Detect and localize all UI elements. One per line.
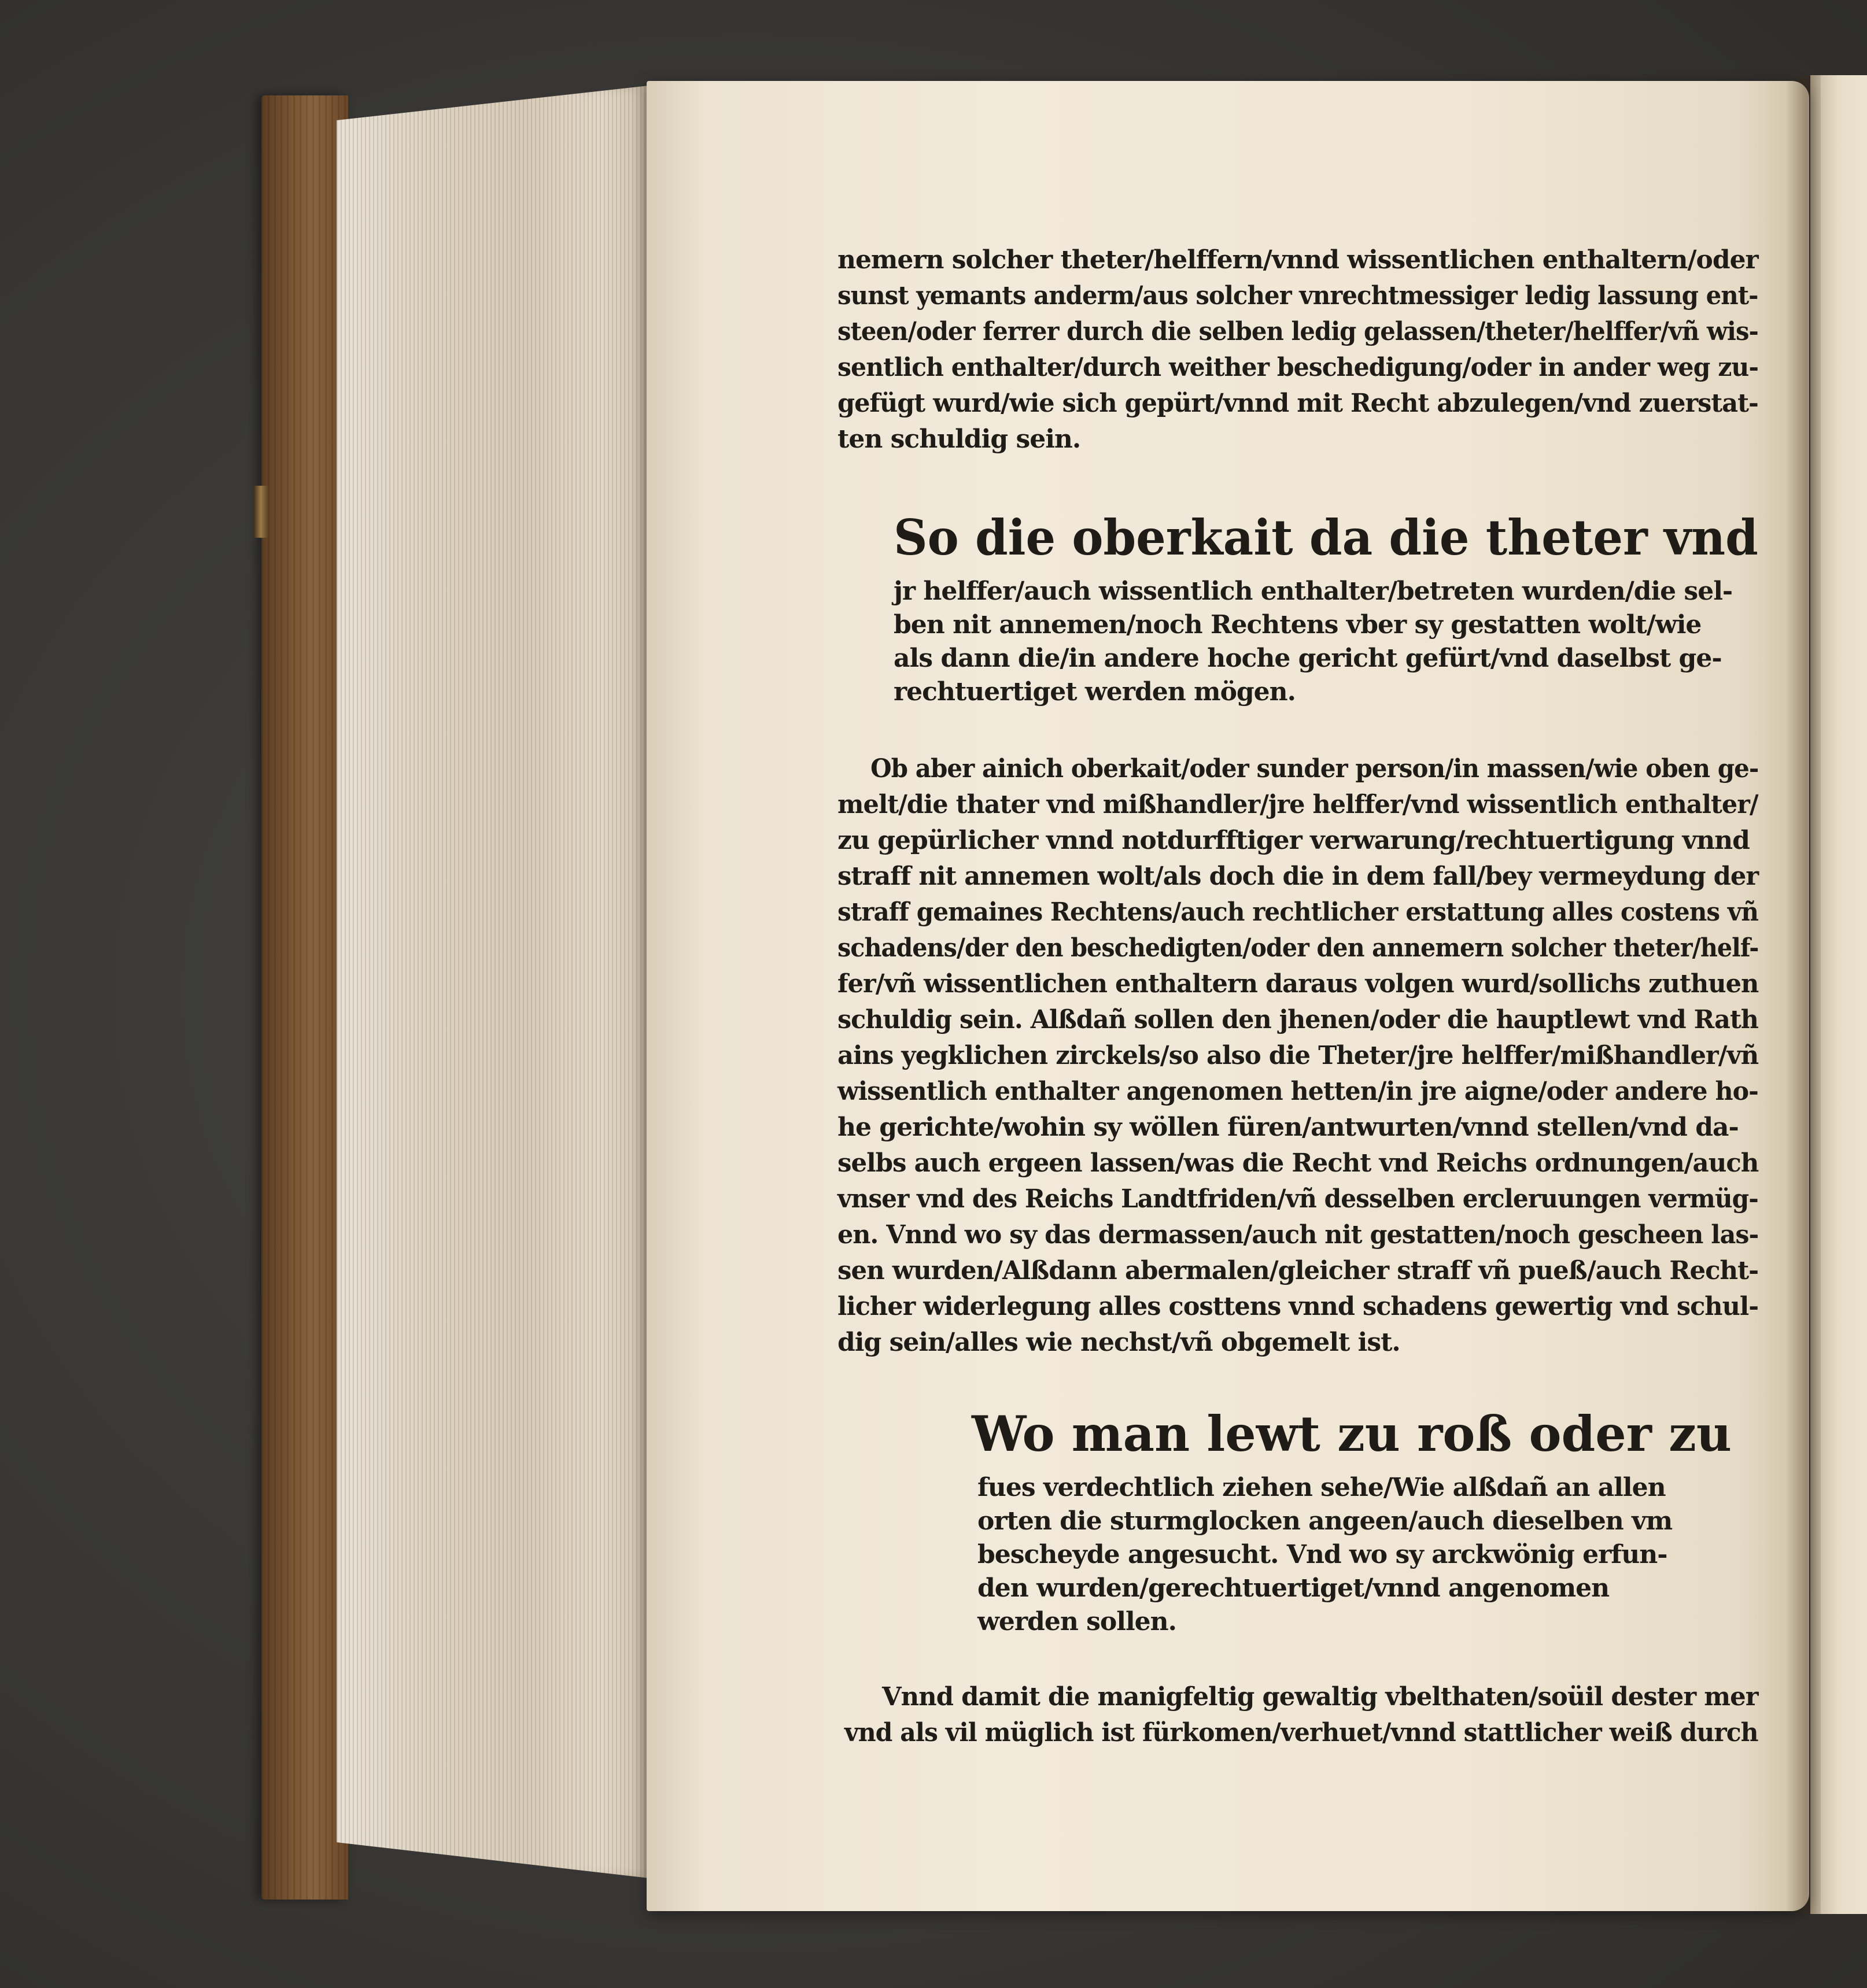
- text-line: fer/vñ wissentlichen enthaltern daraus volgen wurd/sollichs zuthuen: [837, 969, 1759, 999]
- gutter-shadow: [1786, 75, 1821, 1914]
- text-line: dig sein/alles wie nechst/vñ obgemelt ist.: [837, 1328, 1400, 1357]
- heading-line: als dann die/in andere hoche gericht gefürt/vnd daselbst ge-: [894, 644, 1722, 673]
- text-line: schadens/der den beschedigten/oder den annemern solcher theter/helf-: [837, 933, 1759, 963]
- text-line: vnd als vil müglich ist fürkomen/verhuet/vnnd stattlicher weiß durch: [844, 1718, 1758, 1747]
- book-clasp: [253, 486, 268, 538]
- page-edges-stack: [337, 86, 649, 1878]
- text-line: straff gemaines Rechtens/auch rechtlicher erstattung alles costens vñ: [837, 897, 1758, 927]
- text-line: licher widerlegung alles costtens vnnd schadens gewertig vnd schul-: [837, 1292, 1759, 1321]
- text-line: sunst yemants anderm/aus solcher vnrechtmessiger ledig lassung ent-: [837, 281, 1758, 311]
- text-line: gefügt wurd/wie sich gepürt/vnnd mit Recht abzulegen/vnd zuerstat-: [837, 389, 1758, 418]
- text-line: he gerichte/wohin sy wöllen füren/antwurten/vnnd stellen/vnd da-: [837, 1113, 1739, 1142]
- heading-line: jr helffer/auch wissentlich enthalter/betreten wurden/die sel-: [894, 577, 1733, 606]
- text-line: Ob aber ainich oberkait/oder sunder person/in massen/wie oben ge-: [870, 754, 1759, 784]
- heading-title: So die oberkait da die theter vnd: [894, 509, 1758, 566]
- book-cover-board: [261, 95, 348, 1900]
- text-line: selbs auch ergeen lassen/was die Recht vnd Reichs ordnungen/auch: [837, 1148, 1759, 1178]
- text-line: Vnnd damit die manigfeltig gewaltig vbelthaten/soüil dester mer: [882, 1682, 1758, 1712]
- text-line: sentlich enthalter/durch weither beschedigung/oder in ander weg zu-: [837, 353, 1759, 382]
- heading-line: bescheyde angesucht. Vnd wo sy arckwönig erfun-: [977, 1540, 1667, 1569]
- text-line: nemern solcher theter/helffern/vnnd wissentlichen enthaltern/oder: [837, 245, 1758, 275]
- text-line: schuldig sein. Alßdañ sollen den jhenen/oder die hauptlewt vnd Rath: [837, 1005, 1758, 1034]
- text-line: ten schuldig sein.: [837, 424, 1081, 454]
- text-line: melt/die thater vnd mißhandler/jre helffer/vnd wissentlich enthalter/: [837, 790, 1758, 819]
- heading-line: rechtuertiget werden mögen.: [894, 677, 1296, 707]
- text-line: sen wurden/Alßdann abermalen/gleicher straff vñ pueß/auch Recht-: [837, 1256, 1759, 1285]
- text-line: vnser vnd des Reichs Landtfriden/vñ desselben ercleruungen vermüg-: [837, 1184, 1758, 1214]
- heading-title: Wo man lewt zu roß oder zu: [972, 1405, 1732, 1462]
- text-line: ains yegklichen zirckels/so also die Theter/jre helffer/mißhandler/vñ: [837, 1041, 1759, 1070]
- text-line: zu gepürlicher vnnd notdurfftiger verwarung/rechtuertigung vnnd: [837, 826, 1750, 855]
- text-line: en. Vnnd wo sy das dermassen/auch nit gestatten/noch gescheen las-: [837, 1220, 1759, 1250]
- text-line: straff nit annemen wolt/als doch die in dem fall/bey vermeydung der: [837, 862, 1759, 891]
- heading-line: ben nit annemen/noch Rechtens vber sy gestatten wolt/wie: [894, 610, 1702, 640]
- heading-line: orten die sturmglocken angeen/auch dieselben vm: [977, 1506, 1673, 1536]
- heading-line: werden sollen.: [977, 1607, 1176, 1636]
- text-line: steen/oder ferrer durch die selben ledig gelassen/theter/helffer/vñ wis-: [837, 317, 1758, 346]
- heading-line: fues verdechtlich ziehen sehe/Wie alßdañ an allen: [977, 1473, 1666, 1502]
- heading-line: den wurden/gerechtuertiget/vnnd angenomen: [977, 1573, 1610, 1603]
- text-line: wissentlich enthalter angenomen hetten/in jre aigne/oder andere ho-: [837, 1077, 1758, 1106]
